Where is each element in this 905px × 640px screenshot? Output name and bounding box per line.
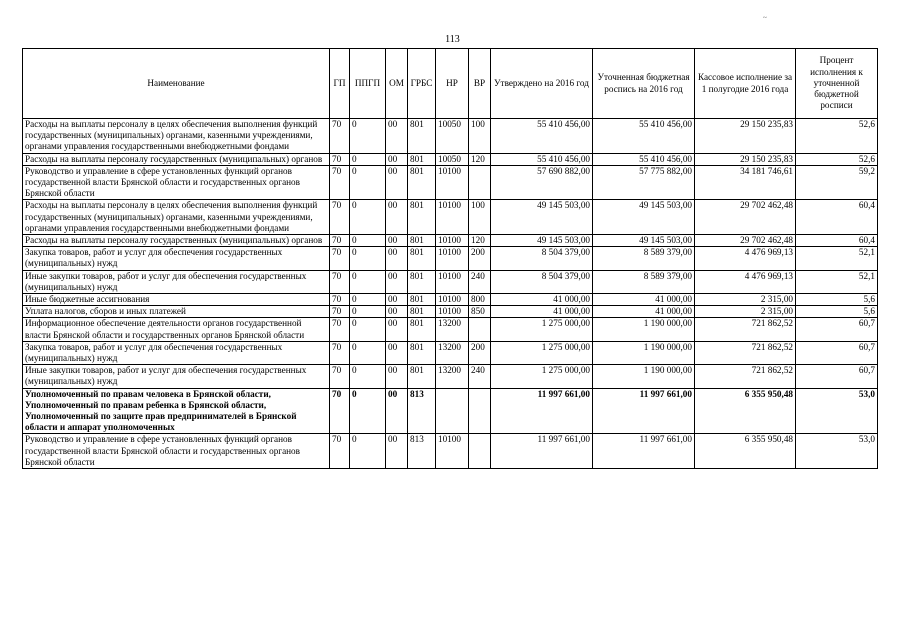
row-approved: 8 504 379,00 <box>491 270 593 293</box>
row-gp: 70 <box>330 341 350 364</box>
row-grbs: 801 <box>408 341 436 364</box>
row-grbs: 813 <box>408 434 436 469</box>
row-name: Закупка товаров, работ и услуг для обеспечения государственных (муниципальных) нужд <box>23 247 330 270</box>
table-row <box>23 341 878 364</box>
row-ppgp: 0 <box>350 119 386 154</box>
row-om: 00 <box>386 247 408 270</box>
row-grbs: 801 <box>408 270 436 293</box>
row-gp: 70 <box>330 365 350 388</box>
row-percent: 60,4 <box>796 235 878 247</box>
row-percent: 60,4 <box>796 200 878 235</box>
row-ppgp: 0 <box>350 388 386 434</box>
row-gp: 70 <box>330 306 350 318</box>
table-row <box>23 235 878 247</box>
row-vr: 100 <box>469 200 491 235</box>
row-om: 00 <box>386 294 408 306</box>
row-percent: 60,7 <box>796 318 878 341</box>
row-gp: 70 <box>330 153 350 165</box>
row-refined: 55 410 456,00 <box>593 119 695 154</box>
table-row <box>23 119 878 154</box>
row-grbs: 801 <box>408 306 436 318</box>
table-row <box>23 294 878 306</box>
table-row <box>23 306 878 318</box>
row-grbs: 801 <box>408 294 436 306</box>
header-cell: ГП <box>330 49 350 119</box>
row-percent: 5,6 <box>796 306 878 318</box>
table-row <box>23 434 878 469</box>
row-approved: 55 410 456,00 <box>491 119 593 154</box>
row-grbs: 813 <box>408 388 436 434</box>
row-name: Расходы на выплаты персоналу государственных (муниципальных) органов <box>23 235 330 247</box>
row-gp: 70 <box>330 247 350 270</box>
table-row <box>23 388 878 434</box>
row-name: Иные закупки товаров, работ и услуг для обеспечения государственных (муниципальных) нужд <box>23 365 330 388</box>
row-ppgp: 0 <box>350 365 386 388</box>
row-vr: 850 <box>469 306 491 318</box>
row-percent: 59,2 <box>796 165 878 200</box>
row-om: 00 <box>386 200 408 235</box>
row-nr: 10100 <box>436 235 469 247</box>
row-cash: 2 315,00 <box>695 294 796 306</box>
row-grbs: 801 <box>408 318 436 341</box>
row-gp: 70 <box>330 388 350 434</box>
row-cash: 721 862,52 <box>695 341 796 364</box>
row-percent: 60,7 <box>796 341 878 364</box>
row-grbs: 801 <box>408 235 436 247</box>
row-grbs: 801 <box>408 365 436 388</box>
row-nr: 10100 <box>436 165 469 200</box>
row-ppgp: 0 <box>350 153 386 165</box>
row-gp: 70 <box>330 119 350 154</box>
header-cell: Уточненная бюджетная роспись на 2016 год <box>593 49 695 119</box>
row-name: Руководство и управление в сфере установленных функций органов государственной власти Брянской области и государственных органов Брянской области <box>23 434 330 469</box>
row-ppgp: 0 <box>350 235 386 247</box>
row-percent: 52,1 <box>796 247 878 270</box>
row-ppgp: 0 <box>350 270 386 293</box>
row-om: 00 <box>386 270 408 293</box>
header-cell: НР <box>436 49 469 119</box>
row-om: 00 <box>386 365 408 388</box>
table-row <box>23 318 878 341</box>
row-grbs: 801 <box>408 200 436 235</box>
row-name: Закупка товаров, работ и услуг для обеспечения государственных (муниципальных) нужд <box>23 341 330 364</box>
row-percent: 52,1 <box>796 270 878 293</box>
row-nr: 10100 <box>436 306 469 318</box>
row-percent: 5,6 <box>796 294 878 306</box>
table-row <box>23 200 878 235</box>
row-cash: 4 476 969,13 <box>695 270 796 293</box>
row-nr: 10100 <box>436 247 469 270</box>
row-nr: 13200 <box>436 365 469 388</box>
row-cash: 721 862,52 <box>695 318 796 341</box>
row-refined: 1 190 000,00 <box>593 365 695 388</box>
row-ppgp: 0 <box>350 247 386 270</box>
row-approved: 41 000,00 <box>491 294 593 306</box>
row-percent: 52,6 <box>796 119 878 154</box>
row-percent: 52,6 <box>796 153 878 165</box>
table-row <box>23 247 878 270</box>
row-name: Расходы на выплаты персоналу государственных (муниципальных) органов <box>23 153 330 165</box>
row-cash: 4 476 969,13 <box>695 247 796 270</box>
row-approved: 8 504 379,00 <box>491 247 593 270</box>
row-approved: 41 000,00 <box>491 306 593 318</box>
row-vr: 100 <box>469 119 491 154</box>
header-cell: Кассовое исполнение за 1 полугодие 2016 года <box>695 49 796 119</box>
header-cell: ОМ <box>386 49 408 119</box>
row-gp: 70 <box>330 318 350 341</box>
row-ppgp: 0 <box>350 294 386 306</box>
row-refined: 41 000,00 <box>593 306 695 318</box>
row-vr: 120 <box>469 235 491 247</box>
row-cash: 6 355 950,48 <box>695 434 796 469</box>
row-vr <box>469 318 491 341</box>
row-cash: 6 355 950,48 <box>695 388 796 434</box>
table-header-row <box>23 49 878 119</box>
row-om: 00 <box>386 119 408 154</box>
row-name: Информационное обеспечение деятельности органов государственной власти Брянской области и государственных органов Брянской области <box>23 318 330 341</box>
row-ppgp: 0 <box>350 318 386 341</box>
table-row <box>23 153 878 165</box>
row-om: 00 <box>386 341 408 364</box>
row-refined: 41 000,00 <box>593 294 695 306</box>
row-refined: 1 190 000,00 <box>593 341 695 364</box>
row-name: Руководство и управление в сфере установленных функций органов государственной власти Брянской области и государственных органов Брянской области <box>23 165 330 200</box>
row-om: 00 <box>386 306 408 318</box>
row-refined: 49 145 503,00 <box>593 235 695 247</box>
row-cash: 2 315,00 <box>695 306 796 318</box>
row-name: Расходы на выплаты персоналу в целях обеспечения выполнения функций государственных (муниципальных) органами, казенными учреждениями, органами управления государственными внебюджетными фондами <box>23 200 330 235</box>
row-cash: 29 150 235,83 <box>695 153 796 165</box>
row-refined: 8 589 379,00 <box>593 247 695 270</box>
row-om: 00 <box>386 165 408 200</box>
row-approved: 55 410 456,00 <box>491 153 593 165</box>
header-cell: ВР <box>469 49 491 119</box>
row-vr: 800 <box>469 294 491 306</box>
row-name: Иные закупки товаров, работ и услуг для обеспечения государственных (муниципальных) нужд <box>23 270 330 293</box>
row-nr: 10100 <box>436 270 469 293</box>
row-nr: 10050 <box>436 153 469 165</box>
row-gp: 70 <box>330 235 350 247</box>
row-name: Расходы на выплаты персоналу в целях обеспечения выполнения функций государственных (муниципальных) органами, казенными учреждениями, органами управления государственными внебюджетными фондами <box>23 119 330 154</box>
row-approved: 1 275 000,00 <box>491 341 593 364</box>
row-vr: 240 <box>469 365 491 388</box>
row-approved: 49 145 503,00 <box>491 235 593 247</box>
header-cell: ППГП <box>350 49 386 119</box>
row-refined: 57 775 882,00 <box>593 165 695 200</box>
header-cell: ГРБС <box>408 49 436 119</box>
row-approved: 49 145 503,00 <box>491 200 593 235</box>
row-grbs: 801 <box>408 247 436 270</box>
row-vr <box>469 434 491 469</box>
row-grbs: 801 <box>408 165 436 200</box>
header-cell: Наименование <box>23 49 330 119</box>
row-name: Уплата налогов, сборов и иных платежей <box>23 306 330 318</box>
row-name: Иные бюджетные ассигнования <box>23 294 330 306</box>
row-ppgp: 0 <box>350 200 386 235</box>
page-number: 113 <box>445 34 460 45</box>
row-om: 00 <box>386 388 408 434</box>
row-nr: 10100 <box>436 200 469 235</box>
row-gp: 70 <box>330 270 350 293</box>
row-cash: 29 702 462,48 <box>695 200 796 235</box>
row-nr: 10100 <box>436 434 469 469</box>
row-approved: 11 997 661,00 <box>491 434 593 469</box>
row-vr: 200 <box>469 247 491 270</box>
row-refined: 1 190 000,00 <box>593 318 695 341</box>
row-cash: 34 181 746,61 <box>695 165 796 200</box>
row-nr: 10050 <box>436 119 469 154</box>
row-approved: 11 997 661,00 <box>491 388 593 434</box>
row-nr <box>436 388 469 434</box>
budget-table <box>22 48 878 469</box>
row-om: 00 <box>386 235 408 247</box>
row-refined: 11 997 661,00 <box>593 388 695 434</box>
table-row <box>23 165 878 200</box>
row-gp: 70 <box>330 294 350 306</box>
row-grbs: 801 <box>408 153 436 165</box>
row-percent: 60,7 <box>796 365 878 388</box>
row-refined: 8 589 379,00 <box>593 270 695 293</box>
row-vr <box>469 165 491 200</box>
row-approved: 1 275 000,00 <box>491 365 593 388</box>
row-refined: 55 410 456,00 <box>593 153 695 165</box>
row-gp: 70 <box>330 200 350 235</box>
row-vr: 200 <box>469 341 491 364</box>
row-ppgp: 0 <box>350 434 386 469</box>
row-nr: 10100 <box>436 294 469 306</box>
row-ppgp: 0 <box>350 165 386 200</box>
table-row <box>23 270 878 293</box>
row-nr: 13200 <box>436 341 469 364</box>
row-cash: 29 702 462,48 <box>695 235 796 247</box>
row-ppgp: 0 <box>350 341 386 364</box>
row-grbs: 801 <box>408 119 436 154</box>
row-cash: 29 150 235,83 <box>695 119 796 154</box>
row-approved: 57 690 882,00 <box>491 165 593 200</box>
row-om: 00 <box>386 434 408 469</box>
row-cash: 721 862,52 <box>695 365 796 388</box>
row-nr: 13200 <box>436 318 469 341</box>
row-gp: 70 <box>330 165 350 200</box>
row-vr: 240 <box>469 270 491 293</box>
row-refined: 11 997 661,00 <box>593 434 695 469</box>
row-vr <box>469 388 491 434</box>
row-percent: 53,0 <box>796 434 878 469</box>
header-cell: Процент исполнения к уточненной бюджетной росписи <box>796 49 878 119</box>
row-approved: 1 275 000,00 <box>491 318 593 341</box>
corner-mark: ~ <box>763 14 767 22</box>
row-gp: 70 <box>330 434 350 469</box>
row-om: 00 <box>386 153 408 165</box>
row-ppgp: 0 <box>350 306 386 318</box>
row-vr: 120 <box>469 153 491 165</box>
header-cell: Утверждено на 2016 год <box>491 49 593 119</box>
row-refined: 49 145 503,00 <box>593 200 695 235</box>
row-percent: 53,0 <box>796 388 878 434</box>
table-row <box>23 365 878 388</box>
row-om: 00 <box>386 318 408 341</box>
row-name: Уполномоченный по правам человека в Брянской области, Уполномоченный по правам ребенка в Брянской области, Уполномоченный по защите прав предпринимателей в Брянской области и аппарат уполномоченных <box>23 388 330 434</box>
